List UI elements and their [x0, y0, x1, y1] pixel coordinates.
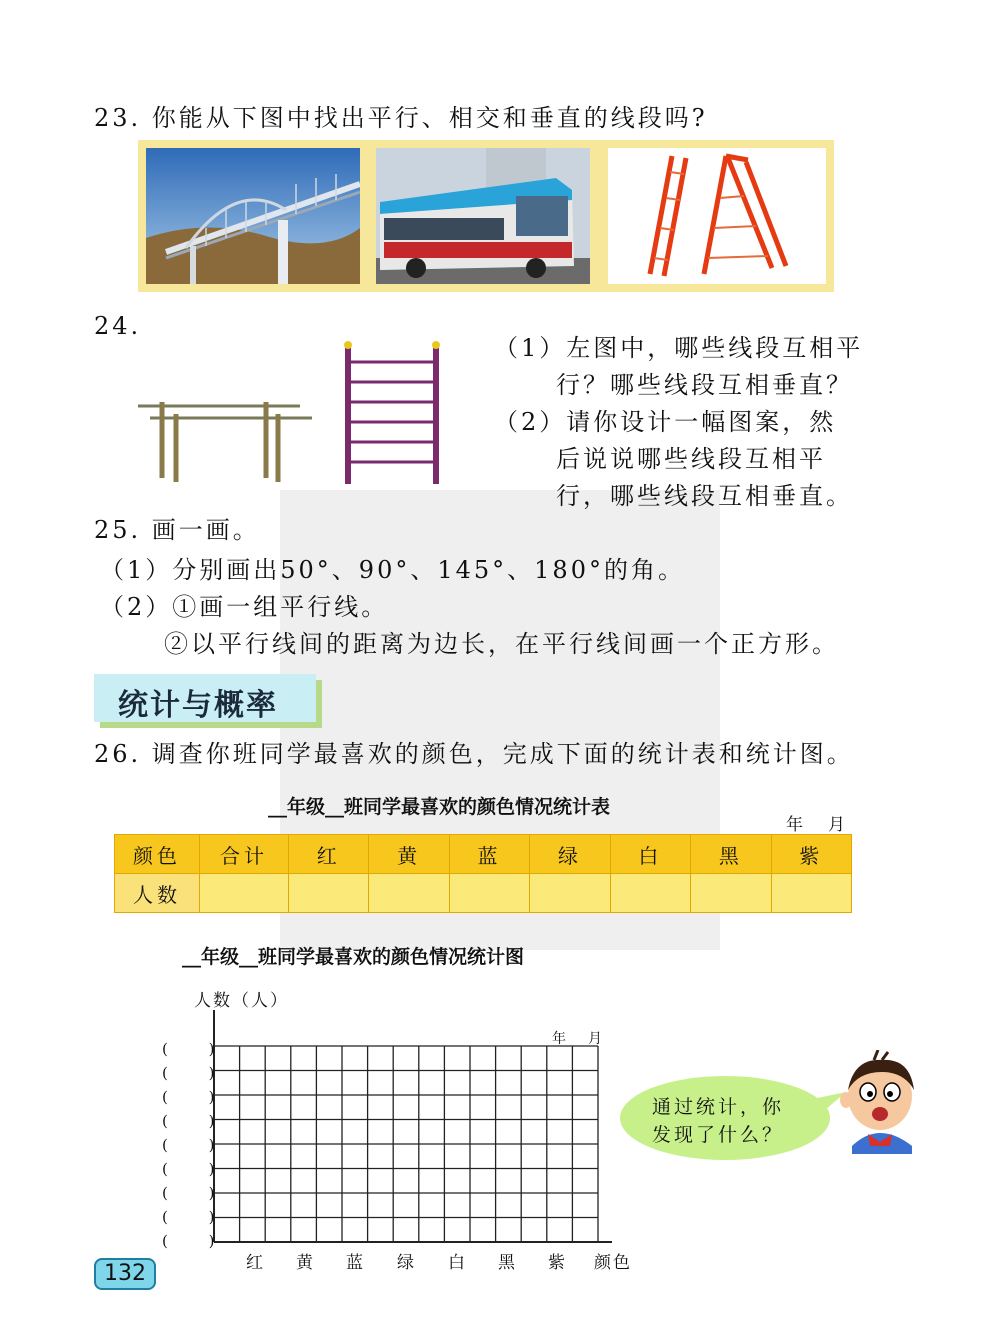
table-header-cell: 紫: [771, 835, 851, 874]
x-category-label: 白: [448, 1253, 465, 1273]
page-number: 132: [94, 1258, 156, 1290]
x-category-label: 黑: [498, 1253, 515, 1273]
table-count-row: [115, 874, 852, 913]
table-header-cell: 蓝: [449, 835, 529, 874]
ladder-photo: [608, 148, 826, 284]
y-tick-placeholder[interactable]: ( ): [162, 1136, 233, 1154]
section-title: 统计与概率: [118, 688, 278, 723]
table-header-row: [115, 835, 852, 874]
q26-text: 26. 调查你班同学最喜欢的颜色，完成下面的统计表和统计图。: [94, 740, 854, 768]
q23-text: 23. 你能从下图中找出平行、相交和垂直的线段吗?: [94, 104, 708, 132]
table-header-cell: 绿: [530, 835, 610, 874]
chart-y-axis-label: 人数（人）: [194, 991, 289, 1011]
photo-strip: [138, 140, 834, 292]
x-category-label: 紫: [548, 1253, 565, 1273]
table-header-cell: 颜色: [115, 835, 200, 874]
table-header-cell: 红: [289, 835, 369, 874]
bus-photo: [376, 148, 590, 284]
q24-number: 24.: [94, 312, 142, 340]
speech-bubble: [620, 1076, 830, 1160]
table-blank-cell[interactable]: [691, 874, 771, 913]
x-category-label: 蓝: [346, 1253, 363, 1273]
q25-item-2: （2）①画一组平行线。: [100, 593, 389, 621]
y-tick-placeholder[interactable]: ( ): [162, 1184, 233, 1202]
table-blank-cell[interactable]: [530, 874, 610, 913]
y-tick-placeholder[interactable]: ( ): [162, 1208, 233, 1226]
table-blank-cell[interactable]: [610, 874, 690, 913]
table-header-cell: 黑: [691, 835, 771, 874]
q24-line-4: 后说说哪些线段互相平: [556, 445, 826, 473]
q25-item-1: （1）分别画出50°、90°、145°、180°的角。: [100, 556, 685, 584]
bridge-photo: [146, 148, 360, 284]
table-header-cell: 黄: [369, 835, 449, 874]
q24-line-5: 行，哪些线段互相垂直。: [556, 482, 853, 510]
chart-title: __年级__班同学最喜欢的颜色情况统计图: [182, 946, 525, 968]
table-blank-cell[interactable]: [449, 874, 529, 913]
y-tick-placeholder[interactable]: ( ): [162, 1088, 233, 1106]
table-blank-cell[interactable]: [369, 874, 449, 913]
y-tick-placeholder[interactable]: ( ): [162, 1112, 233, 1130]
parallel-bars-figure: [132, 392, 318, 484]
table-blank-cell[interactable]: [289, 874, 369, 913]
q24-line-3: （2）请你设计一幅图案，然: [494, 408, 837, 436]
blank-grid-chart: [200, 1010, 616, 1246]
table-header-cell: 合计: [200, 835, 289, 874]
table-blank-cell[interactable]: [200, 874, 289, 913]
x-category-label: 红: [246, 1253, 263, 1273]
table-date: 年 月: [786, 815, 849, 835]
q24-line-1: （1）左图中，哪些线段互相平: [494, 334, 864, 362]
table-title: __年级__班同学最喜欢的颜色情况统计表: [268, 796, 611, 818]
table-row-label: 人数: [115, 874, 200, 913]
climbing-ladder-figure: [338, 340, 446, 488]
table-header-cell: 白: [610, 835, 690, 874]
table-blank-cell[interactable]: [771, 874, 851, 913]
y-tick-placeholder[interactable]: ( ): [162, 1040, 233, 1058]
y-tick-placeholder[interactable]: ( ): [162, 1232, 233, 1250]
x-category-label: 绿: [397, 1253, 414, 1273]
bubble-line-2: 发现了什么？: [652, 1124, 785, 1146]
y-tick-placeholder[interactable]: ( ): [162, 1160, 233, 1178]
q25-item-3: ②以平行线间的距离为边长，在平行线间画一个正方形。: [164, 630, 839, 658]
x-axis-label: 颜色: [594, 1253, 632, 1273]
chart-grid: [214, 1046, 598, 1242]
bubble-line-1: 通过统计，你: [652, 1096, 785, 1118]
section-banner: [94, 674, 316, 722]
chart-date: 年 月: [552, 1031, 606, 1047]
color-stat-table: [114, 834, 852, 913]
boy-cartoon-icon: [834, 1050, 924, 1154]
y-tick-placeholder[interactable]: ( ): [162, 1064, 233, 1082]
q24-line-2: 行？哪些线段互相垂直？: [556, 371, 853, 399]
q25-title: 25. 画一画。: [94, 516, 260, 544]
x-category-label: 黄: [296, 1253, 313, 1273]
